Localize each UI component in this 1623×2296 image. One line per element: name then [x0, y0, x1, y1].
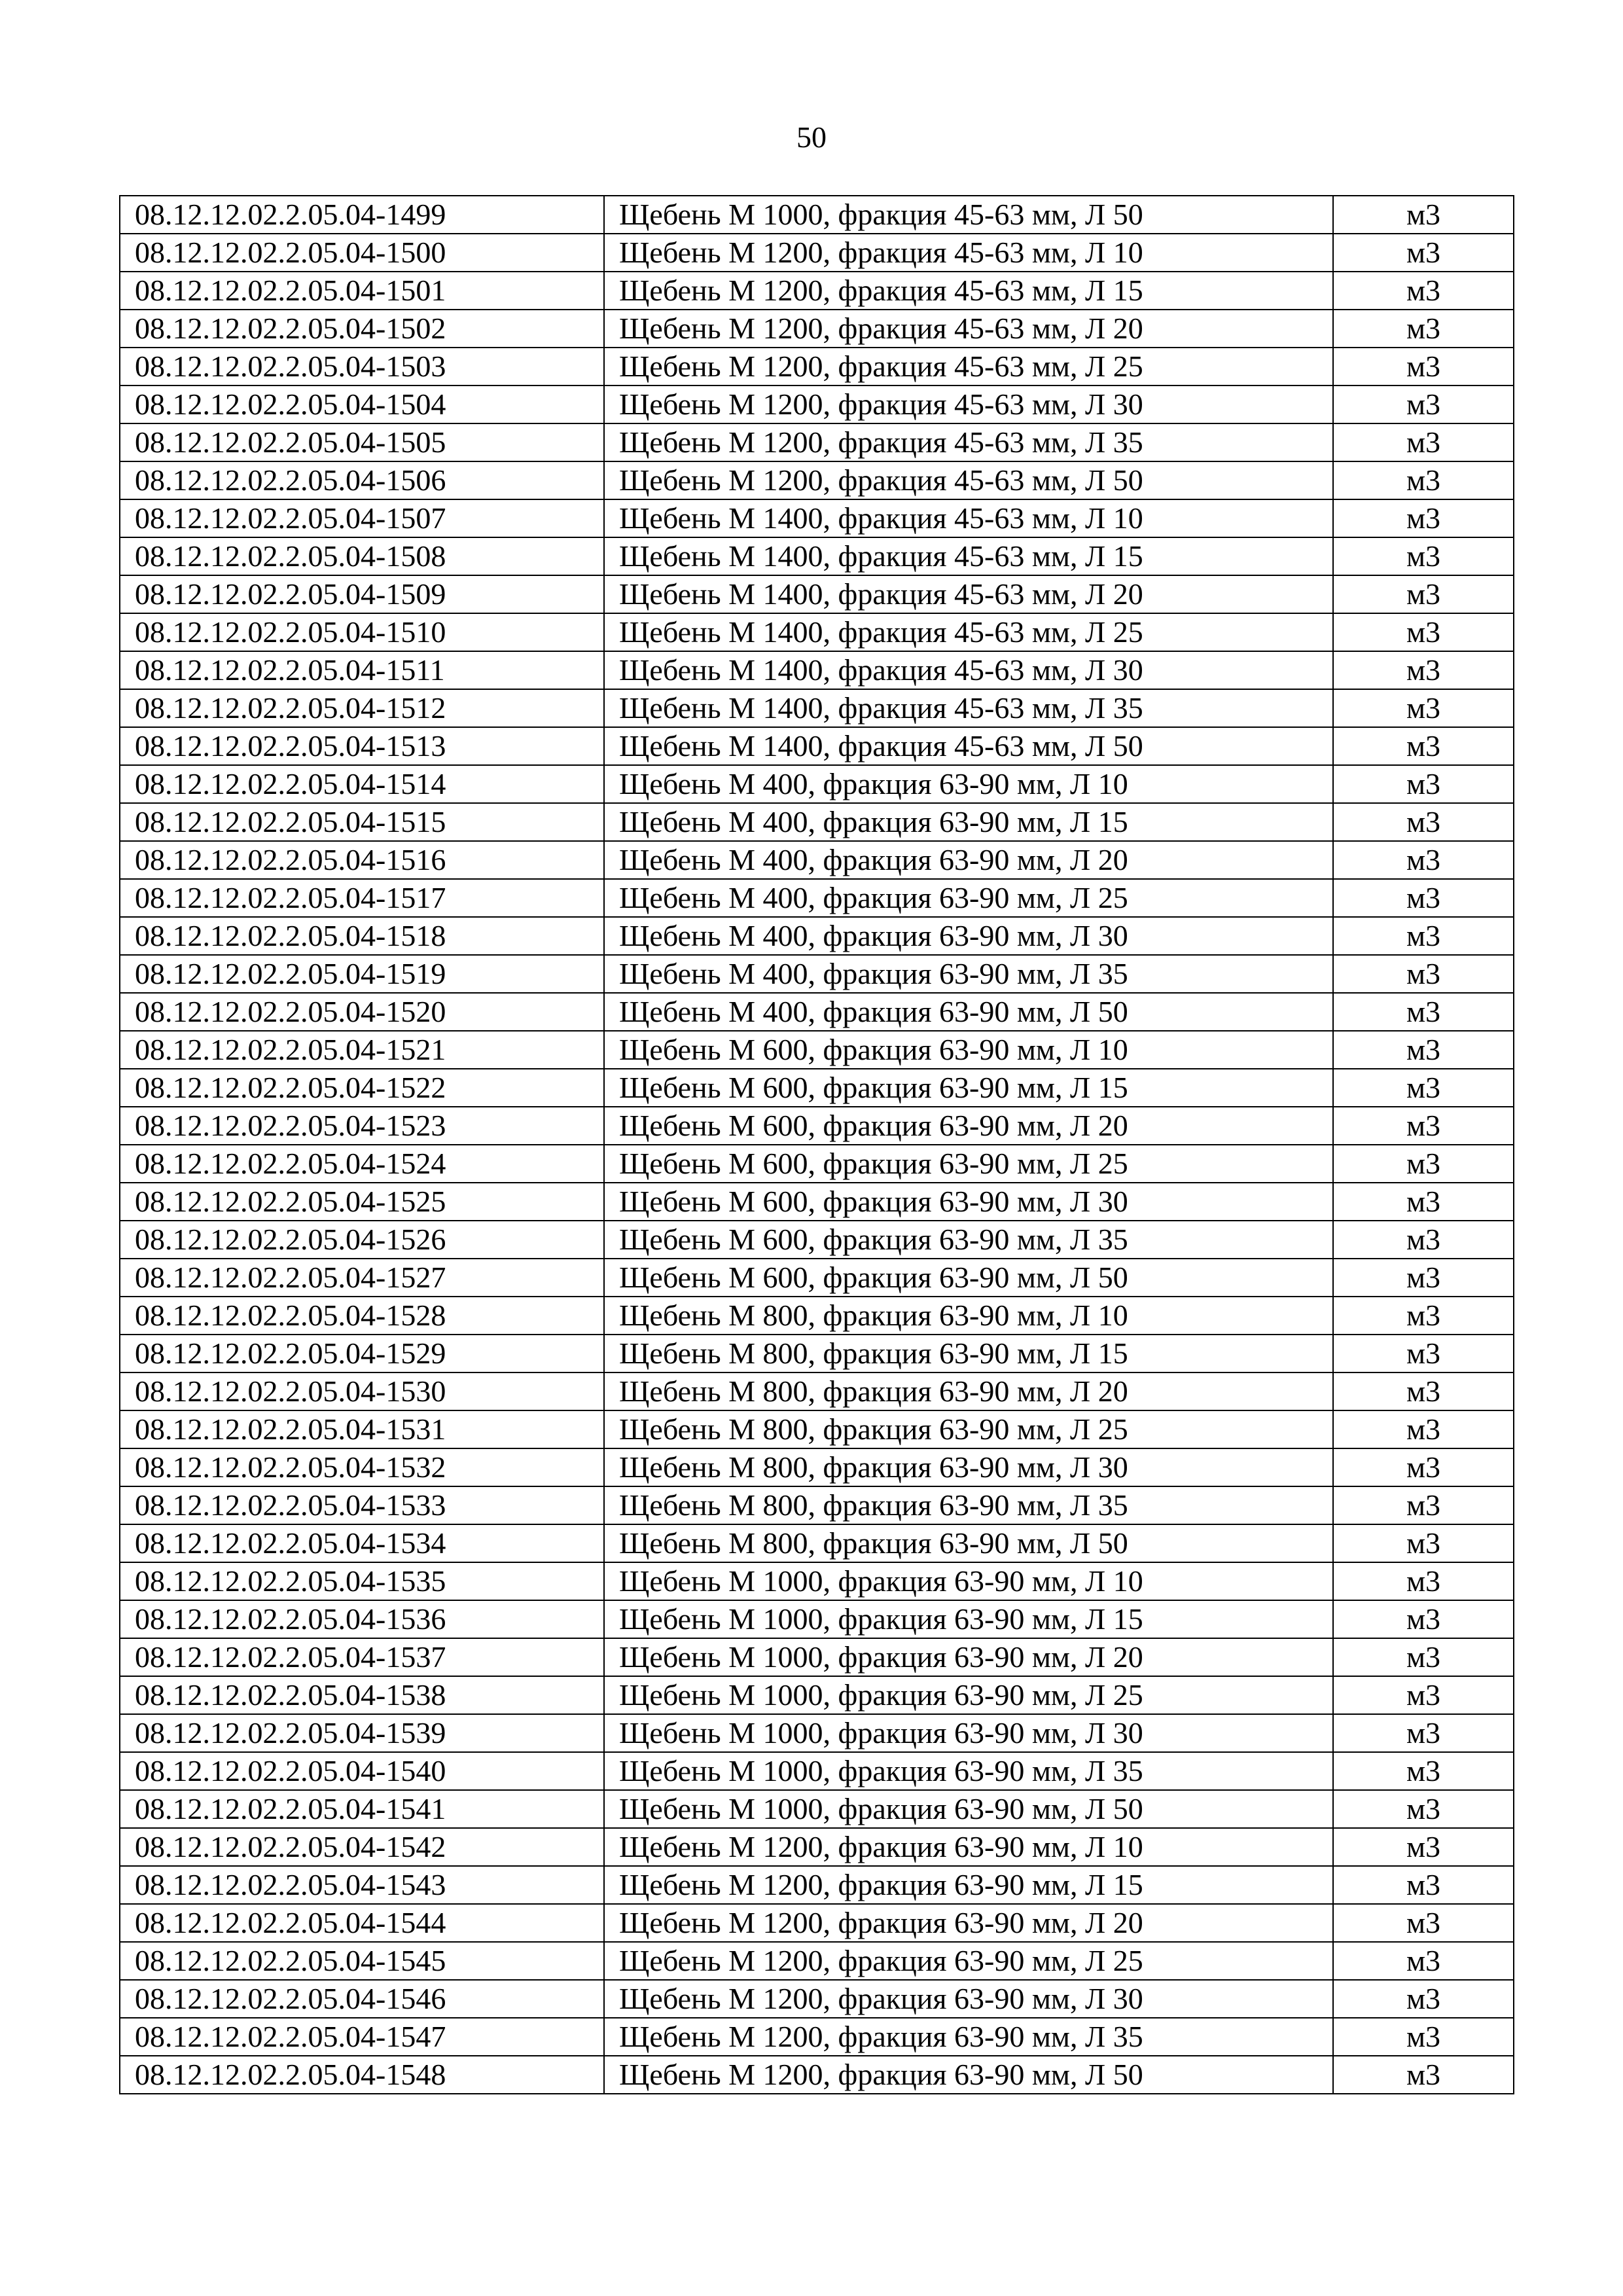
unit-cell: м3 [1333, 461, 1514, 499]
table-row [120, 348, 1514, 386]
name-cell: Щебень М 800, фракция 63-90 мм, Л 35 [604, 1486, 1333, 1524]
table-row [120, 1183, 1514, 1221]
table-row [120, 1752, 1514, 1790]
table-row [120, 1448, 1514, 1486]
name-cell: Щебень М 1000, фракция 63-90 мм, Л 50 [604, 1790, 1333, 1828]
unit-cell: м3 [1333, 537, 1514, 575]
table-row [120, 1145, 1514, 1183]
unit-cell: м3 [1333, 689, 1514, 727]
name-cell: Щебень М 400, фракция 63-90 мм, Л 35 [604, 955, 1333, 993]
unit-cell: м3 [1333, 803, 1514, 841]
code-cell: 08.12.12.02.2.05.04-1532 [120, 1448, 604, 1486]
name-cell: Щебень М 800, фракция 63-90 мм, Л 50 [604, 1524, 1333, 1562]
unit-cell: м3 [1333, 1221, 1514, 1259]
unit-cell: м3 [1333, 765, 1514, 803]
code-cell: 08.12.12.02.2.05.04-1547 [120, 2018, 604, 2056]
code-cell: 08.12.12.02.2.05.04-1518 [120, 917, 604, 955]
unit-cell: м3 [1333, 348, 1514, 386]
name-cell: Щебень М 1200, фракция 45-63 мм, Л 35 [604, 423, 1333, 461]
resource-table [119, 195, 1514, 2094]
code-cell: 08.12.12.02.2.05.04-1537 [120, 1638, 604, 1676]
page-number: 50 [796, 120, 827, 154]
code-cell: 08.12.12.02.2.05.04-1544 [120, 1904, 604, 1942]
unit-cell: м3 [1333, 1524, 1514, 1562]
table-row [120, 1410, 1514, 1448]
name-cell: Щебень М 1200, фракция 45-63 мм, Л 20 [604, 310, 1333, 348]
code-cell: 08.12.12.02.2.05.04-1538 [120, 1676, 604, 1714]
unit-cell: м3 [1333, 423, 1514, 461]
name-cell: Щебень М 600, фракция 63-90 мм, Л 20 [604, 1107, 1333, 1145]
table-row [120, 1638, 1514, 1676]
unit-cell: м3 [1333, 1259, 1514, 1297]
code-cell: 08.12.12.02.2.05.04-1526 [120, 1221, 604, 1259]
code-cell: 08.12.12.02.2.05.04-1513 [120, 727, 604, 765]
name-cell: Щебень М 1400, фракция 45-63 мм, Л 10 [604, 499, 1333, 537]
unit-cell: м3 [1333, 841, 1514, 879]
name-cell: Щебень М 1400, фракция 45-63 мм, Л 20 [604, 575, 1333, 613]
unit-cell: м3 [1333, 575, 1514, 613]
name-cell: Щебень М 1200, фракция 63-90 мм, Л 10 [604, 1828, 1333, 1866]
unit-cell: м3 [1333, 234, 1514, 272]
name-cell: Щебень М 600, фракция 63-90 мм, Л 25 [604, 1145, 1333, 1183]
table-row [120, 1297, 1514, 1335]
table-row [120, 803, 1514, 841]
name-cell: Щебень М 400, фракция 63-90 мм, Л 25 [604, 879, 1333, 917]
code-cell: 08.12.12.02.2.05.04-1540 [120, 1752, 604, 1790]
name-cell: Щебень М 1400, фракция 45-63 мм, Л 25 [604, 613, 1333, 651]
name-cell: Щебень М 1200, фракция 63-90 мм, Л 30 [604, 1980, 1333, 2018]
code-cell: 08.12.12.02.2.05.04-1531 [120, 1410, 604, 1448]
table-row [120, 1866, 1514, 1904]
unit-cell: м3 [1333, 651, 1514, 689]
unit-cell: м3 [1333, 386, 1514, 423]
name-cell: Щебень М 1200, фракция 63-90 мм, Л 35 [604, 2018, 1333, 2056]
name-cell: Щебень М 400, фракция 63-90 мм, Л 30 [604, 917, 1333, 955]
unit-cell: м3 [1333, 1145, 1514, 1183]
name-cell: Щебень М 400, фракция 63-90 мм, Л 10 [604, 765, 1333, 803]
table-row [120, 1259, 1514, 1297]
name-cell: Щебень М 1400, фракция 45-63 мм, Л 30 [604, 651, 1333, 689]
name-cell: Щебень М 800, фракция 63-90 мм, Л 30 [604, 1448, 1333, 1486]
name-cell: Щебень М 1200, фракция 45-63 мм, Л 30 [604, 386, 1333, 423]
name-cell: Щебень М 600, фракция 63-90 мм, Л 35 [604, 1221, 1333, 1259]
name-cell: Щебень М 600, фракция 63-90 мм, Л 50 [604, 1259, 1333, 1297]
name-cell: Щебень М 1200, фракция 45-63 мм, Л 50 [604, 461, 1333, 499]
table-row [120, 499, 1514, 537]
code-cell: 08.12.12.02.2.05.04-1522 [120, 1069, 604, 1107]
unit-cell: м3 [1333, 955, 1514, 993]
name-cell: Щебень М 1400, фракция 45-63 мм, Л 50 [604, 727, 1333, 765]
code-cell: 08.12.12.02.2.05.04-1534 [120, 1524, 604, 1562]
table-row [120, 1486, 1514, 1524]
name-cell: Щебень М 600, фракция 63-90 мм, Л 10 [604, 1031, 1333, 1069]
resource-table-body [120, 196, 1514, 2094]
code-cell: 08.12.12.02.2.05.04-1536 [120, 1600, 604, 1638]
code-cell: 08.12.12.02.2.05.04-1543 [120, 1866, 604, 1904]
table-row [120, 727, 1514, 765]
name-cell: Щебень М 1000, фракция 63-90 мм, Л 15 [604, 1600, 1333, 1638]
table-row [120, 1562, 1514, 1600]
code-cell: 08.12.12.02.2.05.04-1503 [120, 348, 604, 386]
code-cell: 08.12.12.02.2.05.04-1514 [120, 765, 604, 803]
table-row [120, 386, 1514, 423]
code-cell: 08.12.12.02.2.05.04-1509 [120, 575, 604, 613]
unit-cell: м3 [1333, 1031, 1514, 1069]
unit-cell: м3 [1333, 272, 1514, 310]
table-row [120, 537, 1514, 575]
table-row [120, 1714, 1514, 1752]
table-row [120, 955, 1514, 993]
code-cell: 08.12.12.02.2.05.04-1502 [120, 310, 604, 348]
code-cell: 08.12.12.02.2.05.04-1519 [120, 955, 604, 993]
name-cell: Щебень М 1000, фракция 63-90 мм, Л 10 [604, 1562, 1333, 1600]
unit-cell: м3 [1333, 993, 1514, 1031]
unit-cell: м3 [1333, 1448, 1514, 1486]
name-cell: Щебень М 1200, фракция 45-63 мм, Л 25 [604, 348, 1333, 386]
table-row [120, 879, 1514, 917]
table-row [120, 1790, 1514, 1828]
table-row [120, 310, 1514, 348]
name-cell: Щебень М 1200, фракция 63-90 мм, Л 20 [604, 1904, 1333, 1942]
unit-cell: м3 [1333, 1828, 1514, 1866]
unit-cell: м3 [1333, 727, 1514, 765]
code-cell: 08.12.12.02.2.05.04-1505 [120, 423, 604, 461]
name-cell: Щебень М 1400, фракция 45-63 мм, Л 15 [604, 537, 1333, 575]
name-cell: Щебень М 1000, фракция 63-90 мм, Л 30 [604, 1714, 1333, 1752]
table-row [120, 2056, 1514, 2094]
table-row [120, 272, 1514, 310]
name-cell: Щебень М 800, фракция 63-90 мм, Л 25 [604, 1410, 1333, 1448]
unit-cell: м3 [1333, 1183, 1514, 1221]
unit-cell: м3 [1333, 310, 1514, 348]
table-row [120, 917, 1514, 955]
code-cell: 08.12.12.02.2.05.04-1548 [120, 2056, 604, 2094]
unit-cell: м3 [1333, 1676, 1514, 1714]
code-cell: 08.12.12.02.2.05.04-1527 [120, 1259, 604, 1297]
code-cell: 08.12.12.02.2.05.04-1523 [120, 1107, 604, 1145]
code-cell: 08.12.12.02.2.05.04-1542 [120, 1828, 604, 1866]
table-row [120, 2018, 1514, 2056]
table-row [120, 613, 1514, 651]
code-cell: 08.12.12.02.2.05.04-1510 [120, 613, 604, 651]
table-row [120, 1980, 1514, 2018]
table-row [120, 1107, 1514, 1145]
name-cell: Щебень М 1000, фракция 45-63 мм, Л 50 [604, 196, 1333, 234]
name-cell: Щебень М 1200, фракция 63-90 мм, Л 15 [604, 1866, 1333, 1904]
unit-cell: м3 [1333, 196, 1514, 234]
unit-cell: м3 [1333, 1980, 1514, 2018]
name-cell: Щебень М 800, фракция 63-90 мм, Л 20 [604, 1372, 1333, 1410]
code-cell: 08.12.12.02.2.05.04-1535 [120, 1562, 604, 1600]
table-row [120, 1372, 1514, 1410]
table-row [120, 461, 1514, 499]
unit-cell: м3 [1333, 1372, 1514, 1410]
name-cell: Щебень М 800, фракция 63-90 мм, Л 15 [604, 1335, 1333, 1372]
table-row [120, 1221, 1514, 1259]
table-row [120, 234, 1514, 272]
table-row [120, 1069, 1514, 1107]
name-cell: Щебень М 1200, фракция 45-63 мм, Л 15 [604, 272, 1333, 310]
table-row [120, 689, 1514, 727]
unit-cell: м3 [1333, 1752, 1514, 1790]
code-cell: 08.12.12.02.2.05.04-1499 [120, 196, 604, 234]
code-cell: 08.12.12.02.2.05.04-1524 [120, 1145, 604, 1183]
unit-cell: м3 [1333, 1410, 1514, 1448]
code-cell: 08.12.12.02.2.05.04-1517 [120, 879, 604, 917]
name-cell: Щебень М 1000, фракция 63-90 мм, Л 20 [604, 1638, 1333, 1676]
table-row [120, 841, 1514, 879]
name-cell: Щебень М 400, фракция 63-90 мм, Л 20 [604, 841, 1333, 879]
code-cell: 08.12.12.02.2.05.04-1521 [120, 1031, 604, 1069]
code-cell: 08.12.12.02.2.05.04-1506 [120, 461, 604, 499]
name-cell: Щебень М 1400, фракция 45-63 мм, Л 35 [604, 689, 1333, 727]
unit-cell: м3 [1333, 1790, 1514, 1828]
unit-cell: м3 [1333, 2018, 1514, 2056]
code-cell: 08.12.12.02.2.05.04-1541 [120, 1790, 604, 1828]
name-cell: Щебень М 400, фракция 63-90 мм, Л 50 [604, 993, 1333, 1031]
code-cell: 08.12.12.02.2.05.04-1529 [120, 1335, 604, 1372]
unit-cell: м3 [1333, 1600, 1514, 1638]
unit-cell: м3 [1333, 1486, 1514, 1524]
name-cell: Щебень М 800, фракция 63-90 мм, Л 10 [604, 1297, 1333, 1335]
code-cell: 08.12.12.02.2.05.04-1508 [120, 537, 604, 575]
unit-cell: м3 [1333, 917, 1514, 955]
name-cell: Щебень М 1000, фракция 63-90 мм, Л 35 [604, 1752, 1333, 1790]
name-cell: Щебень М 400, фракция 63-90 мм, Л 15 [604, 803, 1333, 841]
table-row [120, 765, 1514, 803]
name-cell: Щебень М 1200, фракция 45-63 мм, Л 10 [604, 234, 1333, 272]
unit-cell: м3 [1333, 613, 1514, 651]
unit-cell: м3 [1333, 1069, 1514, 1107]
name-cell: Щебень М 1000, фракция 63-90 мм, Л 25 [604, 1676, 1333, 1714]
code-cell: 08.12.12.02.2.05.04-1546 [120, 1980, 604, 2018]
code-cell: 08.12.12.02.2.05.04-1528 [120, 1297, 604, 1335]
table-row [120, 1335, 1514, 1372]
unit-cell: м3 [1333, 1942, 1514, 1980]
table-row [120, 1828, 1514, 1866]
unit-cell: м3 [1333, 879, 1514, 917]
name-cell: Щебень М 1200, фракция 63-90 мм, Л 25 [604, 1942, 1333, 1980]
code-cell: 08.12.12.02.2.05.04-1545 [120, 1942, 604, 1980]
code-cell: 08.12.12.02.2.05.04-1500 [120, 234, 604, 272]
code-cell: 08.12.12.02.2.05.04-1520 [120, 993, 604, 1031]
table-row [120, 993, 1514, 1031]
unit-cell: м3 [1333, 1904, 1514, 1942]
table-row [120, 1676, 1514, 1714]
unit-cell: м3 [1333, 1866, 1514, 1904]
code-cell: 08.12.12.02.2.05.04-1511 [120, 651, 604, 689]
code-cell: 08.12.12.02.2.05.04-1512 [120, 689, 604, 727]
unit-cell: м3 [1333, 1638, 1514, 1676]
code-cell: 08.12.12.02.2.05.04-1507 [120, 499, 604, 537]
unit-cell: м3 [1333, 1714, 1514, 1752]
unit-cell: м3 [1333, 499, 1514, 537]
unit-cell: м3 [1333, 1335, 1514, 1372]
code-cell: 08.12.12.02.2.05.04-1516 [120, 841, 604, 879]
code-cell: 08.12.12.02.2.05.04-1501 [120, 272, 604, 310]
code-cell: 08.12.12.02.2.05.04-1533 [120, 1486, 604, 1524]
table-row [120, 196, 1514, 234]
table-row [120, 1031, 1514, 1069]
table-row [120, 423, 1514, 461]
code-cell: 08.12.12.02.2.05.04-1530 [120, 1372, 604, 1410]
code-cell: 08.12.12.02.2.05.04-1525 [120, 1183, 604, 1221]
code-cell: 08.12.12.02.2.05.04-1539 [120, 1714, 604, 1752]
unit-cell: м3 [1333, 1297, 1514, 1335]
unit-cell: м3 [1333, 2056, 1514, 2094]
name-cell: Щебень М 600, фракция 63-90 мм, Л 15 [604, 1069, 1333, 1107]
unit-cell: м3 [1333, 1562, 1514, 1600]
code-cell: 08.12.12.02.2.05.04-1515 [120, 803, 604, 841]
table-row [120, 1904, 1514, 1942]
table-row [120, 651, 1514, 689]
name-cell: Щебень М 1200, фракция 63-90 мм, Л 50 [604, 2056, 1333, 2094]
unit-cell: м3 [1333, 1107, 1514, 1145]
code-cell: 08.12.12.02.2.05.04-1504 [120, 386, 604, 423]
table-row [120, 1524, 1514, 1562]
table-row [120, 1942, 1514, 1980]
table-row [120, 1600, 1514, 1638]
name-cell: Щебень М 600, фракция 63-90 мм, Л 30 [604, 1183, 1333, 1221]
table-row [120, 575, 1514, 613]
